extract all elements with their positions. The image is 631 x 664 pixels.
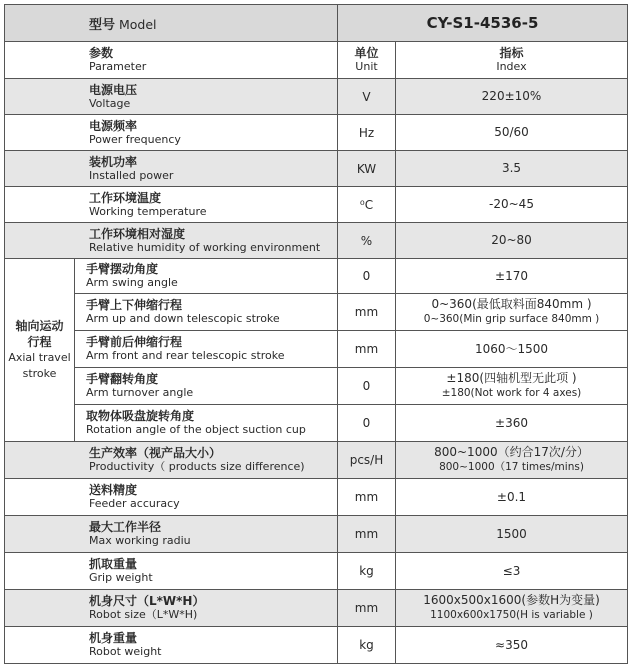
index-header	[396, 42, 628, 79]
cell-text: 手臂前后伸缩行程	[86, 335, 183, 349]
table-cell: ⁰C	[338, 187, 396, 223]
cell-text: Axial travel	[8, 351, 71, 364]
parameter-header	[5, 42, 338, 79]
table-row	[5, 479, 628, 516]
table-cell: ±170	[396, 259, 628, 294]
spec-table	[4, 4, 628, 664]
table-cell: mm	[338, 479, 396, 516]
table-row	[5, 368, 628, 405]
table-cell	[5, 223, 338, 259]
table-cell: mm	[338, 516, 396, 553]
table-cell: ≤3	[396, 553, 628, 590]
column-header-row	[5, 42, 628, 79]
cell-text: 行程	[27, 335, 52, 349]
cell-text: Productivity（ products size difference)	[89, 460, 305, 473]
table-cell	[5, 553, 338, 590]
cell-text: 工作环境相对湿度	[89, 226, 186, 241]
cell-text: 型号	[89, 17, 116, 33]
table-cell	[5, 151, 338, 187]
cell-text: Unit	[355, 60, 378, 73]
axial-travel-group-label	[5, 259, 75, 442]
cell-text: 参数	[89, 46, 114, 60]
table-cell: 1500	[396, 516, 628, 553]
cell-text: 手臂摆动角度	[86, 262, 159, 276]
table-row	[5, 151, 628, 187]
cell-text: Arm up and down telescopic stroke	[86, 312, 280, 325]
cell-text: Rotation angle of the object suction cup	[86, 423, 306, 436]
cell-text: Feeder accuracy	[89, 497, 180, 510]
cell-text: 800~1000（约合17次/分）	[434, 445, 589, 459]
table-cell: 20~80	[396, 223, 628, 259]
table-cell: V	[338, 79, 396, 115]
cell-text: Robot size（L*W*H)	[89, 608, 198, 621]
cell-text: 电源频率	[89, 118, 138, 133]
table-cell: 0	[338, 368, 396, 405]
table-row	[5, 259, 628, 294]
table-cell: 3.5	[396, 151, 628, 187]
cell-text: 最大工作半径	[89, 520, 162, 534]
cell-text: 轴向运动	[15, 319, 64, 333]
table-cell	[75, 294, 338, 331]
table-cell	[75, 259, 338, 294]
cell-text: Robot weight	[89, 645, 162, 658]
cell-text: Model	[119, 16, 157, 32]
table-cell: 0	[338, 259, 396, 294]
table-cell: kg	[338, 553, 396, 590]
table-row	[5, 553, 628, 590]
table-cell: kg	[338, 627, 396, 664]
cell-text: 1600x500x1600(参数H为变量)	[423, 593, 600, 607]
cell-text: 机身尺寸（L*W*H）	[89, 594, 205, 608]
table-cell	[396, 590, 628, 627]
table-cell: %	[338, 223, 396, 259]
table-row	[5, 294, 628, 331]
table-cell	[5, 590, 338, 627]
table-row	[5, 187, 628, 223]
table-cell	[75, 405, 338, 442]
table-cell	[5, 516, 338, 553]
cell-text: Power frequency	[89, 132, 181, 146]
table-cell: ≈350	[396, 627, 628, 664]
table-cell: -20~45	[396, 187, 628, 223]
table-cell	[5, 79, 338, 115]
cell-text: Working temperature	[89, 204, 207, 218]
cell-text: Arm front and rear telescopic stroke	[86, 349, 285, 362]
table-cell	[5, 115, 338, 151]
table-row	[5, 405, 628, 442]
table-cell: KW	[338, 151, 396, 187]
cell-text: 生产效率（视产品大小）	[89, 446, 222, 460]
table-cell	[396, 368, 628, 405]
unit-header	[338, 42, 396, 79]
cell-text: Arm swing angle	[86, 276, 178, 289]
cell-text: 电源电压	[89, 82, 138, 97]
table-row	[5, 79, 628, 115]
cell-text: Installed power	[89, 168, 174, 182]
cell-text: 抓取重量	[89, 557, 138, 571]
table-cell: ±0.1	[396, 479, 628, 516]
table-cell: pcs/H	[338, 442, 396, 479]
cell-text: 800~1000（17 times/mins)	[439, 461, 584, 473]
table-row	[5, 590, 628, 627]
table-cell: mm	[338, 331, 396, 368]
cell-text: Arm turnover angle	[86, 386, 194, 399]
cell-text: 0~360(最低取料面840mm )	[431, 297, 592, 311]
model-value: CY-S1-4536-5	[338, 5, 628, 42]
cell-text: 取物体吸盘旋转角度	[86, 409, 195, 423]
cell-text: Voltage	[89, 96, 131, 110]
table-cell: 0	[338, 405, 396, 442]
table-cell: ±360	[396, 405, 628, 442]
cell-text: Parameter	[89, 60, 147, 73]
table-cell	[5, 442, 338, 479]
cell-text: 单位	[354, 46, 379, 60]
table-row	[5, 442, 628, 479]
header-row	[5, 5, 628, 42]
cell-text: 送料精度	[89, 483, 138, 497]
table-row	[5, 223, 628, 259]
cell-text: Index	[496, 60, 527, 73]
table-cell: 220±10%	[396, 79, 628, 115]
cell-text: Max working radiu	[89, 534, 191, 547]
table-row	[5, 115, 628, 151]
table-row	[5, 516, 628, 553]
cell-text: 手臂上下伸缩行程	[86, 298, 183, 312]
cell-text: 工作环境温度	[89, 190, 162, 205]
table-cell: mm	[338, 294, 396, 331]
table-cell: 1060～1500	[396, 331, 628, 368]
cell-text: 0~360(Min grip surface 840mm )	[423, 313, 600, 325]
cell-text: 指标	[499, 46, 524, 60]
table-cell: mm	[338, 590, 396, 627]
table-row	[5, 627, 628, 664]
table-row	[5, 331, 628, 368]
model-label	[5, 5, 338, 42]
table-cell	[396, 294, 628, 331]
table-cell	[75, 368, 338, 405]
cell-text: ±180(Not work for 4 axes)	[441, 387, 582, 399]
table-cell	[75, 331, 338, 368]
cell-text: Grip weight	[89, 571, 153, 584]
cell-text: 机身重量	[89, 631, 138, 645]
table-cell: Hz	[338, 115, 396, 151]
cell-text: ±180(四轴机型无此项 )	[446, 371, 577, 385]
cell-text: 1100x600x1750(H is variable )	[430, 609, 593, 621]
table-cell	[5, 479, 338, 516]
table-cell	[5, 627, 338, 664]
table-cell: 50/60	[396, 115, 628, 151]
cell-text: 装机功率	[89, 154, 138, 169]
cell-text: Relative humidity of working environment	[89, 240, 321, 254]
cell-text: 手臂翻转角度	[86, 372, 159, 386]
cell-text: stroke	[22, 367, 57, 380]
table-cell	[396, 442, 628, 479]
table-cell	[5, 187, 338, 223]
